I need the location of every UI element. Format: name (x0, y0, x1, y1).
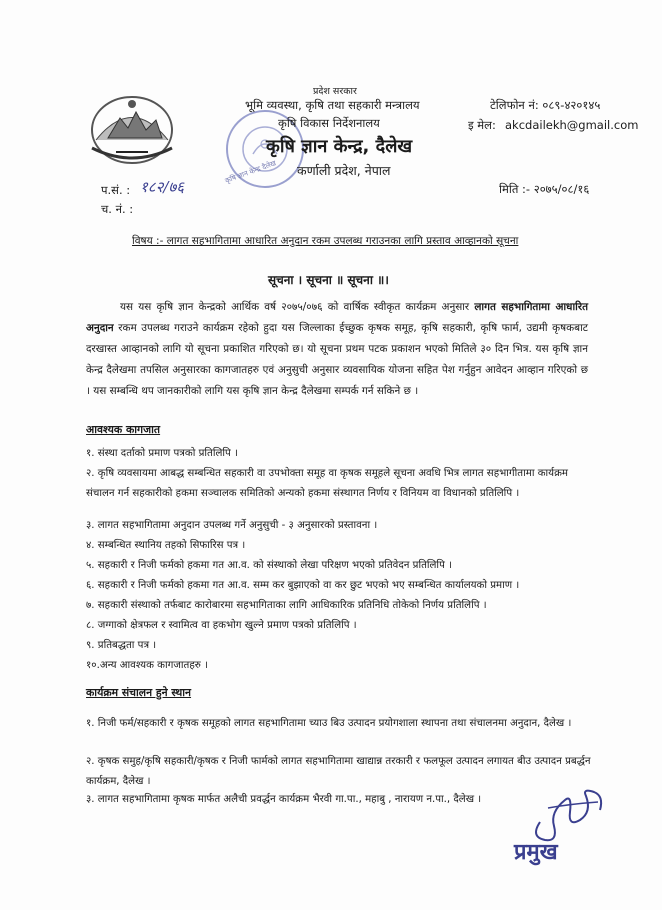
document-item-7: ७. सहकारी संस्थाको तर्फबाट कारोबारमा सहभागिताका लागि आधिकारिक प्रतिनिधि तोकेको निर्णय प्रतिलिपि । (86, 600, 487, 611)
document-item-3: ३. लागत सहभागितामा अनुदान उपलब्ध गर्ने अनुसुची - ३ अनुसारको प्रस्तावना । (86, 520, 378, 531)
location-item-1: १. निजी फर्म/सहकारी र कृषक समूहको लागत सहभागितामा च्याउ बिउ उत्पादन प्रयोगशाला स्थापना तथा संचालनमा अनुदान, दैलेख । (86, 718, 572, 729)
date: मिति :- २०७५/०८/१६ (499, 182, 590, 196)
document-item-1: १. संस्था दर्ताको प्रमाण पत्रको प्रतिलिपि । (86, 448, 238, 459)
subject-line (132, 234, 518, 248)
location-item-3: ३. लागत सहभागितामा कृषक मार्फत अलैची प्रवर्द्धन कार्यक्रम भैरवी गा.पा., महाबु , नारायण न.पा., दैलेख । (86, 794, 482, 805)
document-item-2: २. कृषि व्यवसायमा आबद्ध सम्बन्धित सहकारी वा उपभोक्ता समूह वा कृषक समूहले सूचना अवधि भित्र लागत सहभागीतामा कार्यक्रम संचालन गर्न सहकारीको हकमा सञ्चालक समितिको अन्यको हकमा संस्थागत निर्णय र विनियम वा विधानको प्रतिलिपि । (86, 468, 568, 499)
ps-label: प.सं. : (101, 183, 131, 197)
intro-part-1: यस यस कृषि ज्ञान केन्द्रको आर्थिक वर्ष २०७५/०७६ को वार्षिक स्वीकृत कार्यक्रम अनुसार (120, 301, 475, 313)
intro-part-2: रकम उपलब्ध गराउने कार्यक्रम रहेको हुदा यस जिल्लाका ईच्छुक कृषक समूह, कृषि सहकारी, कृषि फार्म, उद्यमी कृषकबाट दरखास्त आव्हानको लागि यो सूचना प्रकाशित गरिएको छ। यो सूचना प्रथम पटक प्रकाशन भएको मितिले ३० दिन भित्र. यस कृषि ज्ञान केन्द्र दैलेखमा तपसिल अनुसारका कागजातहरु एवं अनुसुची अनुसार व्यवसायिक योजना सहित पेश गर्नुहुन आवेदन आव्हान गरिएको छ । यस सम्बन्धि थप जानकारीको लागि यस कृषि ज्ञान केन्द्र दैलेखमा सम्पर्क गर्न सकिने छ । (86, 322, 588, 397)
province-government: प्रदेश सरकार (313, 86, 357, 97)
office-name: कृषि ज्ञान केन्द्र, दैलेख (266, 136, 413, 157)
document-item-8: ८. जग्गाको क्षेत्रफल र स्वामित्व वा हकभोग खुल्ने प्रमाण पत्रको प्रतिलिपि । (86, 620, 357, 631)
document-item-5: ५. सहकारी र निजी फर्मको हकमा गत आ.व. को संस्थाको लेखा परिक्षण भएको प्रतिवेदन प्रतिलिपि । (86, 560, 452, 571)
ps-number-handwritten: १८२/७६ (140, 178, 185, 196)
document-item-9: ९. प्रतिबद्धता पत्र । (86, 640, 157, 651)
document-item-6: ६. सहकारी र निजी फर्मको हकमा गत आ.व. सम्म कर बुझाएको वा कर छुट भएको भए सम्बन्धित कार्यालयको प्रमाण । (86, 580, 520, 591)
cn-label: च. नं. : (101, 202, 134, 216)
stamp-ring-text: कृषि ज्ञान केन्द्र दैलेख (224, 159, 278, 185)
nepal-emblem-icon (86, 90, 178, 168)
subject-text: विषय :- लागत सहभागितामा आधारित अनुदान रकम उपलब्ध गराउनका लागि प्रस्ताव आव्हानको सूचना (132, 235, 519, 247)
designation: प्रमुख (514, 839, 558, 865)
ministry-name: भूमि व्यवस्था, कृषि तथा सहकारी मन्त्रालय (245, 98, 420, 112)
notice-heading: सूचना । सूचना ॥ सूचना ॥। (268, 273, 389, 287)
phone-number: टेलिफोन नं: ०८९-४२०१४५ (490, 98, 601, 112)
intro-bold: लागत सहभागितामा आधारित अनुदान (86, 301, 589, 334)
directorate-name: कृषि विकास निर्देशनालय (278, 116, 380, 130)
location-item-2: २. कृषक समुह/कृषि सहकारी/कृषक र निजी फार्मको लागत सहभागितामा खाद्यान्न तरकारी र फलफूल उत्पादन लगायत बीउ उत्पादन प्रबर्द्धन कार्यक्रम, दैलेख । (86, 756, 591, 787)
locations-heading: कार्यक्रम संचालन हुने स्थान (86, 686, 192, 699)
document-item-10: १०.अन्य आवश्यक कागजातहरु । (86, 660, 208, 671)
intro-paragraph (86, 297, 588, 402)
email-address: akcdailekh@gmail.com (505, 118, 639, 132)
documents-heading: आवश्यक कागजात (86, 423, 161, 436)
email-label: इ मेल: (468, 118, 496, 132)
document-item-4: ४. सम्बन्धित स्थानिय तहको सिफारिस पत्र । (86, 540, 246, 551)
office-address: कर्णाली प्रदेश, नेपाल (297, 163, 391, 178)
